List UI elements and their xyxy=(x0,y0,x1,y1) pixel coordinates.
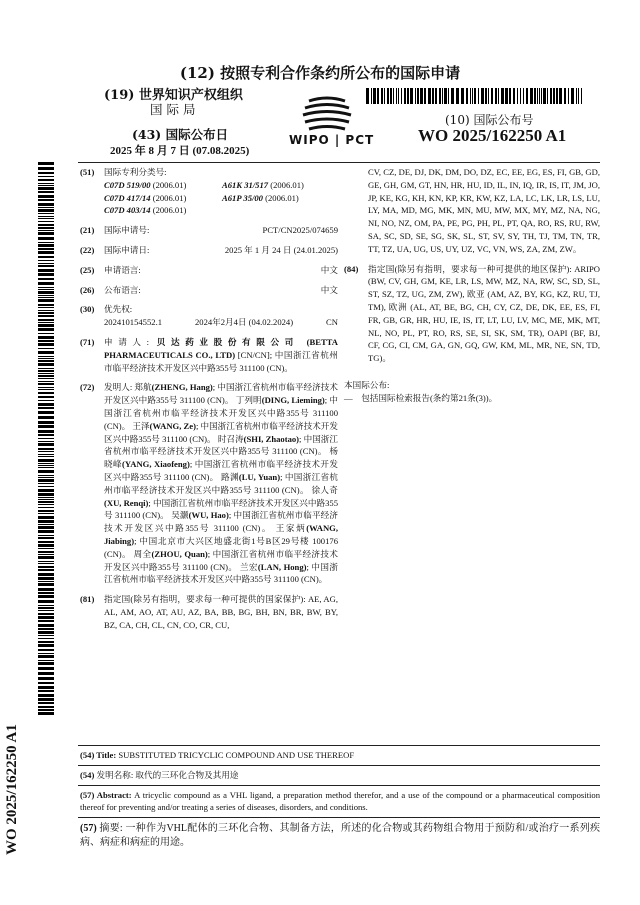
barcode-bar xyxy=(38,501,54,503)
barcode-bar xyxy=(371,88,372,104)
abstract-cn: (57) 摘要: 一种作为VHL配体的三环化合物、其制备方法，所述的化合物或其药物组合物用于预防和/或治疗一系列疾病、病症和病症的用途。 xyxy=(80,823,600,848)
barcode-bar xyxy=(38,595,54,598)
organization-name: (19) 世界知识产权组织 xyxy=(104,88,243,103)
barcode-bar xyxy=(38,291,54,294)
barcode-bar xyxy=(472,88,473,104)
barcode-bar xyxy=(38,592,54,594)
inventor: 吴灏(WU, Hao); 中国浙江省杭州市临平经济技术开发区兴中路355号 311100 (CN)。 xyxy=(104,510,338,534)
publication-language: 中文 xyxy=(320,284,338,295)
barcode-bar xyxy=(539,88,540,104)
barcode-bar xyxy=(38,535,54,536)
vertical-publication-number: WO 2025/162250 A1 xyxy=(4,724,20,855)
barcode-bar xyxy=(38,479,54,482)
barcode-bar xyxy=(38,463,54,464)
applicant-name-en: (BETTA PHARMACEUTICALS CO., LTD) xyxy=(104,336,338,360)
barcode-bar xyxy=(38,513,54,514)
barcode-bar xyxy=(38,573,54,576)
barcode-bar xyxy=(38,248,54,250)
section-51 xyxy=(80,166,338,217)
barcode-bar xyxy=(38,244,54,247)
ipc-code: C07D 519/00 (2006.01) xyxy=(104,179,187,190)
barcode-bar xyxy=(38,451,54,452)
published-label: 本国际公布: xyxy=(344,379,390,390)
section-71: (71) 申请人: 贝达药业股份有限公司 (BETTA PHARMACEUTICALS CO., LTD) [CN/CN]; 中国浙江省杭州市临平经济技术开发区兴中路355号 311100 (CN)。 xyxy=(80,336,338,373)
wipo-pct-text: WIPO | PCT xyxy=(289,133,375,147)
barcode-bar xyxy=(456,88,459,104)
barcode-bar xyxy=(505,88,508,104)
barcode-bar xyxy=(38,237,54,240)
barcode-bar xyxy=(38,613,54,615)
barcode-bar xyxy=(38,356,54,357)
barcode-bar xyxy=(38,554,54,555)
barcode-bar xyxy=(38,530,54,533)
barcode-bar xyxy=(556,88,558,104)
barcode-bar xyxy=(38,694,54,697)
barcode-bar xyxy=(417,88,419,104)
barcode-bar xyxy=(38,561,54,562)
barcode-bar xyxy=(38,227,54,229)
barcode-bar xyxy=(38,709,54,711)
barcode-bar xyxy=(38,563,54,564)
published-item: — 包括国际检索报告(条约第21条(3))。 xyxy=(344,392,498,403)
barcode-bar xyxy=(396,88,397,104)
barcode-bar xyxy=(38,348,54,349)
barcode-bar xyxy=(470,88,471,104)
barcode-bar xyxy=(523,88,524,104)
ipc-codes xyxy=(104,179,338,217)
barcode-bar xyxy=(38,213,54,214)
inventor: 兰宏(LAN, Hong); 中国浙江省杭州市临平经济技术开发区兴中路355号 311100 (CN)。 xyxy=(104,561,338,585)
barcode-bar xyxy=(404,88,406,104)
barcode-bar xyxy=(38,499,54,500)
barcode-bar xyxy=(38,199,54,201)
barcode-bar xyxy=(38,389,54,390)
barcode-bar xyxy=(38,183,54,184)
barcode-bar xyxy=(410,88,413,104)
barcode-bar xyxy=(530,88,533,104)
barcode-bar xyxy=(444,88,447,104)
barcode-bar xyxy=(38,672,54,675)
inventor: 郑航(ZHENG, Hang); 中国浙江省杭州市临平经济技术开发区兴中路355号 311100 (CN)。 xyxy=(104,382,338,406)
barcode-bar xyxy=(550,88,552,104)
barcode-bar xyxy=(38,544,54,547)
barcode-bar xyxy=(38,203,54,206)
bottom-divider-2 xyxy=(78,765,600,766)
barcode-bar xyxy=(491,88,493,104)
barcode-bar xyxy=(568,88,569,104)
barcode-bar xyxy=(38,333,54,334)
barcode-bar xyxy=(38,191,54,193)
regional-states: 指定国(除另有指明，要求每一种可提供的地区保护): ARIPO (BW, CV, GH, GM, KE, LR, LS, MW, MZ, NA, RW, SC, SD, SL, ST, SZ, TZ, UG, ZM, ZW), 欧亚 (AM, AZ, BY, KG, KZ, RU, TJ, TM), 欧洲 (AL, AT, BE, BG, CH, CY, CZ, DE, DK, EE, ES, FI, FR, GB, GR, HR, HU, IE, IS, IT, LT, LU, LV, MC, ME, MK, MT, NL, NO, PL, PT, RO, RS, SE, SI, SK, SM, TR), OAPI (BF, BJ, CF, CG, CI, CM, GA, GN, GQ, GW, KM, ML, MR, NE, SN, TD, TG)。 xyxy=(368,263,600,364)
barcode-bar xyxy=(38,475,54,476)
barcode-bar xyxy=(38,690,54,692)
barcode-bar xyxy=(520,88,521,104)
barcode-bar xyxy=(478,88,479,104)
barcode-bar xyxy=(38,179,54,181)
barcode-bar xyxy=(38,702,54,704)
priority-row: 202410154552.1 2024年2月4日 (04.02.2024) CN xyxy=(104,317,338,328)
barcode-bar xyxy=(38,343,54,346)
barcode-bar xyxy=(442,88,443,104)
barcode-bar xyxy=(38,421,54,424)
barcode-bar xyxy=(38,403,54,406)
barcode-bar xyxy=(38,176,54,177)
barcode-bar xyxy=(38,312,54,314)
title-en: (54) Title: SUBSTITUTED TRICYCLIC COMPOUND AND USE THEREOF xyxy=(80,750,355,760)
abstract-en: (57) Abstract: A tricyclic compound as a VHL ligand, a preparation method therefor, and a use of the compound or a pharmaceutical composition thereof for preventing and/or treating a series of diseases, disorders, and conditions. xyxy=(80,790,600,812)
title-cn: (54) 发明名称: 取代的三环化合物及其用途 xyxy=(80,770,239,780)
barcode-bar xyxy=(38,230,54,231)
ipc-label: 国际专利分类号: xyxy=(104,167,167,177)
barcode-bar xyxy=(407,88,409,104)
barcode-bar xyxy=(553,88,555,104)
barcode-bar xyxy=(38,443,54,446)
barcode-bar xyxy=(38,416,54,419)
barcode-bar xyxy=(466,88,468,104)
barcode-bar xyxy=(38,319,54,321)
barcode-bar xyxy=(38,628,54,630)
barcode-bar xyxy=(38,375,54,377)
barcode-bar xyxy=(38,287,54,288)
right-column xyxy=(344,166,600,405)
inventor: 杨晓峰(YANG, Xiaofeng); 中国浙江省杭州市临平经济技术开发区兴中路355号 311100 (CN)。 xyxy=(104,446,338,482)
barcode-bar xyxy=(38,407,54,409)
barcode-bar xyxy=(38,526,54,529)
barcode-bar xyxy=(498,88,499,104)
barcode-bar xyxy=(38,660,54,661)
barcode-bar xyxy=(373,88,376,104)
barcode-bar xyxy=(38,520,54,523)
barcode-bar xyxy=(38,456,54,457)
publication-language-label: 公布语言: xyxy=(104,284,141,295)
barcode-bar xyxy=(38,297,54,298)
barcode-bar xyxy=(401,88,402,104)
barcode-bar xyxy=(526,88,528,104)
barcode-bar xyxy=(435,88,437,104)
barcode-bar xyxy=(559,88,562,104)
ipc-code: A61K 31/517 (2006.01) xyxy=(222,179,304,190)
barcode-bar xyxy=(38,454,54,455)
barcode-bar xyxy=(451,88,454,104)
barcode-bar xyxy=(541,88,542,104)
barcode-bar xyxy=(38,370,54,372)
barcode-bar xyxy=(509,88,511,104)
barcode-bar xyxy=(38,400,54,401)
barcode-bar xyxy=(38,470,54,473)
barcode-bar xyxy=(415,88,416,104)
barcode-bar xyxy=(537,88,538,104)
barcode-bar xyxy=(38,304,54,306)
barcode-bar xyxy=(38,289,54,290)
filing-language: 中文 xyxy=(320,264,338,275)
barcode-bar xyxy=(578,88,579,104)
bottom-divider-3 xyxy=(78,785,600,786)
barcode-bar xyxy=(38,263,54,264)
publication-date-label: (43) 国际公布日 xyxy=(132,127,229,142)
barcode-bar xyxy=(38,310,54,311)
barcode-bar xyxy=(485,88,487,104)
inventor: 徐人奇(XU, Renqi); 中国浙江省杭州市临平经济技术开发区兴中路355号 311100 (CN)。 xyxy=(104,484,338,521)
barcode-bar xyxy=(38,638,54,639)
barcode-bar xyxy=(513,88,515,104)
ipc-code: C07D 403/14 (2006.01) xyxy=(104,205,187,216)
barcode-bar xyxy=(38,497,54,498)
barcode-bar xyxy=(38,438,54,439)
barcode-bar xyxy=(38,425,54,428)
barcode-bar xyxy=(38,483,54,484)
barcode-bar xyxy=(38,242,54,243)
barcode-bar xyxy=(38,373,54,374)
barcode-bar xyxy=(377,88,379,104)
barcode-bar xyxy=(38,260,54,261)
barcode-bar xyxy=(420,88,423,104)
barcode-bar xyxy=(517,88,518,104)
barcode-bar xyxy=(38,507,54,508)
barcode-bar xyxy=(581,88,582,104)
barcode-bar xyxy=(38,162,54,165)
barcode-bar xyxy=(38,493,54,496)
section-number: (51) xyxy=(80,167,95,177)
barcode-bar xyxy=(398,88,399,104)
inventor: 王泽(WANG, Ze); 中国浙江省杭州市临平经济技术开发区兴中路355号 311100 (CN)。 xyxy=(104,420,338,444)
barcode-bar xyxy=(390,88,392,104)
barcode-bar xyxy=(38,577,54,580)
barcode-bar xyxy=(38,430,54,433)
barcode-bar xyxy=(38,541,54,543)
barcode-bar xyxy=(38,383,54,385)
barcode-bar xyxy=(38,324,54,327)
barcode-bar xyxy=(38,224,54,226)
barcode-top xyxy=(366,88,582,104)
barcode-bar xyxy=(38,381,54,382)
barcode-bar xyxy=(393,88,394,104)
barcode-bar xyxy=(381,88,383,104)
barcode-bar xyxy=(38,232,54,235)
filing-date: 2025 年 1 月 24 日 (24.01.2025) xyxy=(224,244,338,255)
barcode-bar xyxy=(38,363,54,366)
barcode-bar xyxy=(38,465,54,466)
barcode-bar xyxy=(38,459,54,462)
barcode-bar xyxy=(38,662,54,665)
left-column xyxy=(80,166,338,639)
barcode-bar xyxy=(38,624,54,627)
barcode-bar xyxy=(38,172,54,174)
barcode-bar xyxy=(38,677,54,680)
barcode-bar xyxy=(38,278,54,280)
inventor: 王家炳(WANG, Jiabing); 中国北京市大兴区地盛北街1号B区29号楼 100176 (CN)。 xyxy=(104,523,338,559)
barcode-bar xyxy=(461,88,464,104)
barcode-bar xyxy=(38,216,54,217)
barcode-bar xyxy=(432,88,434,104)
publication-number: WO 2025/162250 A1 xyxy=(418,126,567,145)
barcode-bar xyxy=(534,88,536,104)
barcode-bar xyxy=(38,510,54,512)
barcode-bar xyxy=(38,477,54,478)
barcode-bar xyxy=(38,537,54,539)
barcode-bar xyxy=(38,207,54,208)
barcode-bar xyxy=(439,88,441,104)
barcode-bar xyxy=(38,712,54,715)
barcode-bar xyxy=(38,251,54,254)
filing-language-label: 申请语言: xyxy=(104,264,141,275)
barcode-bar xyxy=(38,195,54,198)
barcode-bar xyxy=(38,411,54,414)
barcode-bar xyxy=(38,698,54,701)
publication-number-label: (10) 国际公布号 xyxy=(445,113,534,127)
section-81-continued xyxy=(344,166,600,256)
application-number: PCT/CN2025/074659 xyxy=(262,225,338,236)
designated-states: 指定国(除另有指明，要求每一种可提供的国家保护): AE, AG, AL, AM, AO, AT, AU, AZ, BA, BB, BG, BH, BN, BR, BW, BY, BZ, CA, CH, CL, CN, CO, CR, CU, xyxy=(104,594,338,630)
inventor: 丁列明(DING, Lieming); 中国浙江省杭州市临平经济技术开发区兴中路355号 311100 (CN)。 xyxy=(104,395,338,431)
filing-date-label: 国际申请日: xyxy=(104,244,150,255)
barcode-bar xyxy=(38,167,54,170)
barcode-bar xyxy=(38,185,54,186)
barcode-bar xyxy=(38,504,54,505)
barcode-bar xyxy=(38,607,54,609)
barcode-bar xyxy=(543,88,546,104)
barcode-bar xyxy=(38,434,54,436)
designated-states-continued: CV, CZ, DE, DJ, DK, DM, DO, DZ, EC, EE, EG, ES, FI, GB, GD, GE, GH, GM, GT, HN, HR, HU, ID, IL, IN, IQ, IR, IS, IT, JM, JO, JP, KE, KG, KH, KN, KP, KR, KW, KZ, LA, LC, LK, LR, LS, LU, LY, MA, MD, MG, MK, MN, MU, MW, MX, MY, MZ, NA, NG, NI, NO, NZ, OM, PA, PE, PG, PH, PL, PT, QA, RO, RS, RU, RW, SA, SC, SD, SE, SG, SK, SL, ST, SV, SY, TH, TJ, TM, TN, TR, TT, TZ, UA, UG, US, UY, UZ, VC, VN, WS, ZA, ZM, ZW。 xyxy=(368,167,600,254)
barcode-bar xyxy=(38,392,54,394)
bottom-divider-4 xyxy=(78,817,600,818)
barcode-bar xyxy=(571,88,574,104)
barcode-bar xyxy=(38,644,54,647)
barcode-bar xyxy=(38,649,54,651)
barcode-bar xyxy=(448,88,449,104)
barcode-bar xyxy=(38,273,54,276)
barcode-bar xyxy=(38,486,54,487)
barcode-bar xyxy=(38,616,54,619)
barcode-bar xyxy=(38,387,54,388)
barcode-bar xyxy=(38,686,54,689)
barcode-bar xyxy=(474,88,476,104)
barcode-bar xyxy=(38,265,54,267)
ipc-code: A61P 35/00 (2006.01) xyxy=(222,192,299,203)
barcode-bar xyxy=(495,88,497,104)
barcode-bar xyxy=(38,600,54,603)
barcode-bar xyxy=(38,588,54,591)
barcode-bar xyxy=(576,88,577,104)
barcode-bar xyxy=(38,548,54,549)
barcode-bar xyxy=(38,524,54,525)
barcode-bar xyxy=(38,489,54,492)
barcode-bar xyxy=(38,569,54,571)
barcode-bar xyxy=(38,269,54,272)
barcode-bar xyxy=(38,368,54,369)
inventor: 周全(ZHOU, Quan); 中国浙江省杭州市临平经济技术开发区兴中路355号 311100 (CN)。 xyxy=(104,548,338,572)
barcode-bar xyxy=(38,396,54,398)
barcode-bar xyxy=(38,682,54,684)
barcode-bar xyxy=(38,328,54,331)
barcode-bar xyxy=(38,566,54,568)
inventor: 时召涛(SHI, Zhaotao); 中国浙江省杭州市临平经济技术开发区兴中路355号 311100 (CN)。 xyxy=(104,433,338,457)
barcode-bar xyxy=(38,610,54,611)
barcode-bar xyxy=(38,336,54,339)
section-84: (84) 指定国(除另有指明，要求每一种可提供的地区保护): ARIPO (BW, CV, GH, GM, KE, LR, LS, MW, MZ, NA, RW, SC, SD, SL, ST, SZ, TZ, UG, ZM, ZW), 欧亚 (AM, AZ, BY, KG, KZ, RU, TJ, TM), 欧洲 (AL, AT, BE, BG, CH, CY, CZ, DE, DK, EE, ES, FI, FR, GB, GR, HR, HU, IE, IS, IT, LT, LU, LV, MC, ME, MK, MT, NL, NO, PL, PT, RO, RS, SE, SI, SK, SM, TR), OAPI (BF, BJ, CF, CG, CI, CM, GA, GN, GQ, GW, KM, ML, MR, NE, SN, TD, TG)。 xyxy=(344,263,600,364)
priority-label: 优先权: xyxy=(104,304,133,315)
barcode-bar xyxy=(38,322,54,323)
barcode-bar xyxy=(38,307,54,308)
barcode-bar xyxy=(38,581,54,582)
barcode-bar xyxy=(38,706,54,708)
barcode-bar xyxy=(38,467,54,468)
barcode-bar xyxy=(38,556,54,559)
application-number-label: 国际申请号: xyxy=(104,225,150,236)
section-22: (22) 国际申请日: 2025 年 1 月 24 日 (24.01.2025) xyxy=(80,244,338,255)
barcode-bar xyxy=(384,88,385,104)
barcode-bar xyxy=(38,358,54,359)
publication-date: 2025 年 8 月 7 日 (07.08.2025) xyxy=(110,145,250,157)
barcode-bar xyxy=(564,88,566,104)
header-divider xyxy=(78,162,600,163)
section-21: (21) 国际申请号: PCT/CN2025/074659 xyxy=(80,225,338,236)
barcode-bar xyxy=(38,360,54,362)
barcode-bar xyxy=(38,583,54,586)
ipc-code: C07D 417/14 (2006.01) xyxy=(104,192,187,203)
wipo-logo xyxy=(287,93,375,153)
barcode-bar xyxy=(428,88,431,104)
barcode-bar xyxy=(366,88,369,104)
barcode-bar xyxy=(38,635,54,636)
barcode-bar xyxy=(38,282,54,285)
barcode-bar xyxy=(38,605,54,606)
barcode-bar xyxy=(38,448,54,450)
barcode-bar xyxy=(481,88,484,104)
barcode-bar xyxy=(38,441,54,442)
barcode-bar xyxy=(424,88,426,104)
section-72: (72) 发明人: 郑航(ZHENG, Hang); 中国浙江省杭州市临平经济技术开发区兴中路355号 311100 (CN)。 丁列明(DING, Lieming); 中国浙江省杭州市临平经济技术开发区兴中路355号 311100 (CN)。 王泽(WANG, Ze); 中国浙江省杭州市临平经济技术开发区兴中路355号 311100 (CN)。 时召涛(SHI, Zhaotao); 中国浙江省杭州市临平经济技术开发区兴中路355号 311100 (CN)。 杨晓峰(YANG, Xiaofeng); 中国浙江省杭州市临平经济技术开发区兴中路355号 311100 (CN)。 路渊(LU, Yuan); 中国浙江省杭州市临平经济技术开发区兴中路355号 311100 (CN)。 徐人奇(XU, Renqi); 中国浙江省杭州市临平经济技术开发区兴中路355号 311100 (CN)。 吴灏(WU, Hao); 中国浙江省杭州市临平经济技术开发区兴中路355号 311100 (CN)。 王家炳(WANG, Jiabing); 中国北京市大兴区地盛北街1号B区29号楼 100176 (CN)。 周全(ZHOU, Quan); 中国浙江省杭州市临平经济技术开发区兴中路355号 311100 (CN)。 兰宏(LAN, Hong); 中国浙江省杭州市临平经济技术开发区兴中路355号 311100 (CN)。 xyxy=(80,382,338,585)
barcode-bar xyxy=(38,315,54,317)
barcode-bar xyxy=(38,221,54,222)
barcode-bar xyxy=(488,88,489,104)
section-81: (81) 指定国(除另有指明，要求每一种可提供的国家保护): AE, AG, AL, AM, AO, AT, AU, AZ, BA, BB, BG, BH, BN, BR, BW, BY, BZ, CA, CH, CL, CN, CO, CR, CU, xyxy=(80,594,338,630)
bottom-divider-1 xyxy=(78,745,600,746)
barcode-bar xyxy=(38,551,54,553)
barcode-side xyxy=(38,162,54,717)
barcode-bar xyxy=(38,655,54,658)
barcode-bar xyxy=(501,88,504,104)
barcode-bar xyxy=(38,209,54,212)
barcode-bar xyxy=(38,218,54,219)
section-26: (26) 公布语言: 中文 xyxy=(80,284,338,295)
barcode-bar xyxy=(38,187,54,190)
barcode-bar xyxy=(38,631,54,634)
inventor: 路渊(LU, Yuan); 中国浙江省杭州市临平经济技术开发区兴中路355号 311100 (CN)。 xyxy=(104,471,338,495)
barcode-bar xyxy=(38,620,54,622)
organization-office: 国际局 xyxy=(150,102,200,117)
barcode-bar xyxy=(38,378,54,379)
barcode-bar xyxy=(38,653,54,654)
barcode-bar xyxy=(38,667,54,670)
barcode-bar xyxy=(38,256,54,258)
barcode-bar xyxy=(38,516,54,519)
barcode-bar xyxy=(38,299,54,302)
barcode-bar xyxy=(38,295,54,296)
section-30: (30) 优先权: 202410154552.1 2024年2月4日 (04.02.2024) CN xyxy=(80,304,338,328)
applicant-name-cn: 贝达药业股份有限公司 xyxy=(156,336,299,347)
barcode-bar xyxy=(547,88,548,104)
barcode-bar xyxy=(38,340,54,342)
barcode-bar xyxy=(38,641,54,643)
barcode-bar xyxy=(387,88,389,104)
section-25: (25) 申请语言: 中文 xyxy=(80,264,338,275)
barcode-bar xyxy=(38,351,54,354)
document-title: (12) 按照专利合作条约所公布的国际申请 xyxy=(179,64,461,82)
